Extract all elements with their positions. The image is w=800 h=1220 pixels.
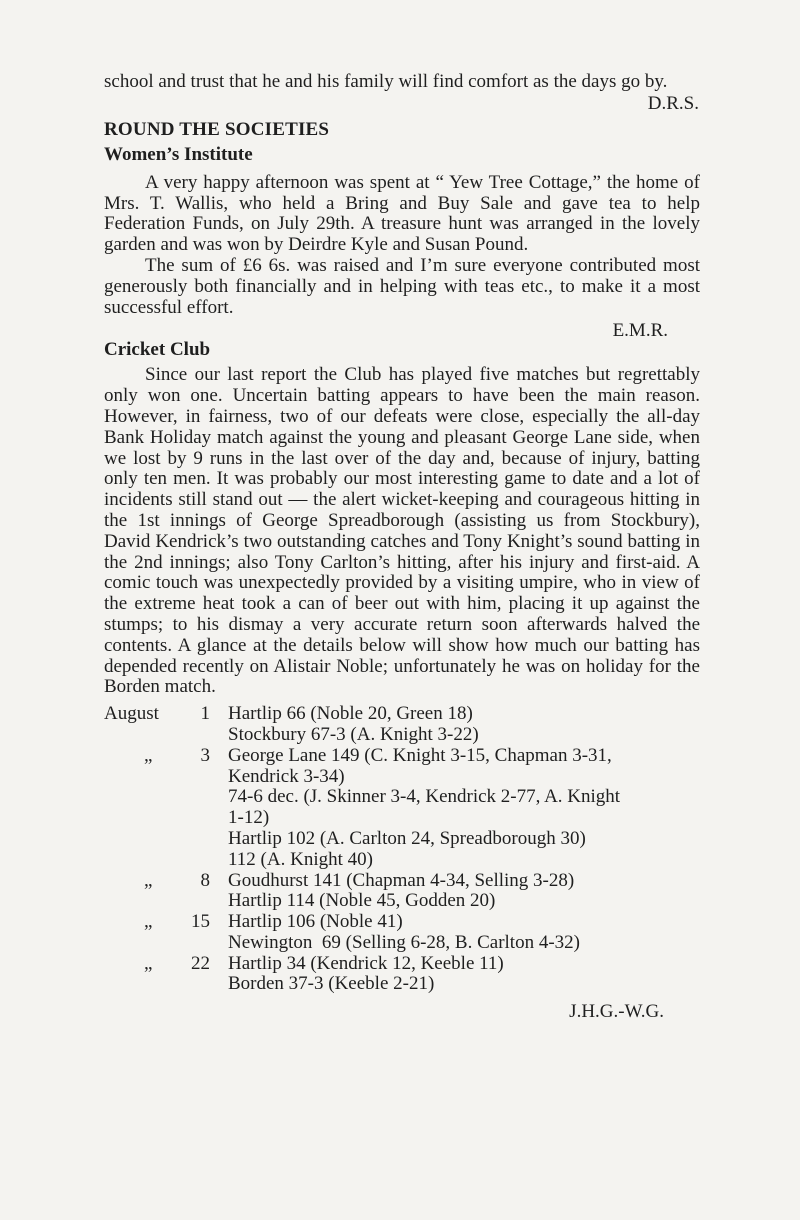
result-line: Kendrick 3-34) bbox=[228, 765, 345, 787]
result-day: 15 bbox=[191, 911, 210, 933]
match-result-row bbox=[104, 704, 700, 746]
cricket-club-paragraph: Since our last report the Club has played five matches but regrettably only won one. Uncertain batting appears to have been the main reason. However, in fairness, two of our defeats were close, especially the all-day Bank Holiday match against the young and pleasant George Lane side, when we lost by 9 runs in the last over of the day and, because of injury, batting only ten men. It was probably our most interesting game to date and a lot of incidents still stand out — the alert wicket-keeping and courageous hitting in the 1st innings of George Spreadborough (assisting us from Stockbury), David Kendrick’s two outstanding catches and Tony Knight’s sound batting in the 2nd innings; also Tony Carlton’s hitting, after his injury and first-aid. A comic touch was unexpectedly provided by a visiting umpire, who in view of the extreme heat took a can of beer out with him, placing it up against the stumps; to his dismay a very accurate return soon afterwards halved the contents. A glance at the details below will show how much our batting has depended recently on Alistair Noble; unfortunately he was on holiday for the Borden match. bbox=[104, 364, 700, 698]
result-line: Goudhurst 141 (Chapman 4-34, Selling 3-28) bbox=[228, 869, 575, 891]
womens-institute-paragraph-1: A very happy afternoon was spent at “ Yew Tree Cottage,” the home of Mrs. T. Wallis, who held a Bring and Buy Sale and gave tea to help Federation Funds, on July 29th. A treasure hunt was arranged in the lovely garden and was won by Deirdre Kyle and Susan Pound. bbox=[104, 171, 700, 256]
match-results-list bbox=[104, 704, 700, 995]
result-line: Hartlip 66 (Noble 20, Green 18) bbox=[228, 703, 473, 725]
result-month-ditto: „ bbox=[144, 744, 153, 766]
match-result-row bbox=[104, 954, 700, 996]
result-month-ditto: „ bbox=[144, 911, 153, 933]
signature-drs: D.R.S. bbox=[647, 92, 699, 114]
opening-paragraph: school and trust that he and his family will find comfort as the days go by. bbox=[104, 71, 668, 92]
result-day: 22 bbox=[191, 952, 210, 974]
result-line: Hartlip 34 (Kendrick 12, Keeble 11) bbox=[228, 952, 504, 974]
result-month-ditto: „ bbox=[144, 869, 153, 891]
match-result-row bbox=[104, 746, 700, 871]
result-line: 74-6 dec. (J. Skinner 3-4, Kendrick 2-77, A. Knight bbox=[228, 786, 621, 808]
signature-jhg-wg: J.H.G.-W.G. bbox=[569, 1001, 664, 1023]
match-result-row bbox=[104, 871, 700, 913]
result-month-ditto: „ bbox=[144, 952, 153, 974]
result-line: Hartlip 106 (Noble 41) bbox=[228, 911, 403, 933]
result-day: 3 bbox=[200, 744, 210, 766]
result-line: 1-12) bbox=[228, 807, 270, 829]
result-line: Stockbury 67-3 (A. Knight 3-22) bbox=[228, 723, 479, 745]
womens-institute-heading: Women’s Institute bbox=[104, 143, 253, 165]
result-line: George Lane 149 (C. Knight 3-15, Chapman 3-31, bbox=[228, 744, 612, 766]
section-title: ROUND THE SOCIETIES bbox=[104, 118, 330, 140]
match-result-row bbox=[104, 912, 700, 954]
result-day: 1 bbox=[200, 703, 210, 725]
cricket-club-heading: Cricket Club bbox=[104, 339, 211, 361]
signature-emr: E.M.R. bbox=[612, 320, 668, 342]
result-day: 8 bbox=[200, 869, 210, 891]
result-month: August bbox=[104, 703, 159, 725]
womens-institute-paragraph-2: The sum of £6 6s. was raised and I’m sure everyone contributed most generously both financially and in helping with teas etc., to make it a most successful effort. bbox=[104, 254, 700, 318]
result-line: Hartlip 102 (A. Carlton 24, Spreadborough 30) bbox=[228, 827, 586, 849]
result-line: Borden 37-3 (Keeble 2-21) bbox=[228, 973, 435, 995]
result-line: Hartlip 114 (Noble 45, Godden 20) bbox=[228, 890, 496, 912]
result-line: Newington 69 (Selling 6-28, B. Carlton 4-32) bbox=[228, 931, 580, 953]
result-line: 112 (A. Knight 40) bbox=[228, 848, 373, 870]
